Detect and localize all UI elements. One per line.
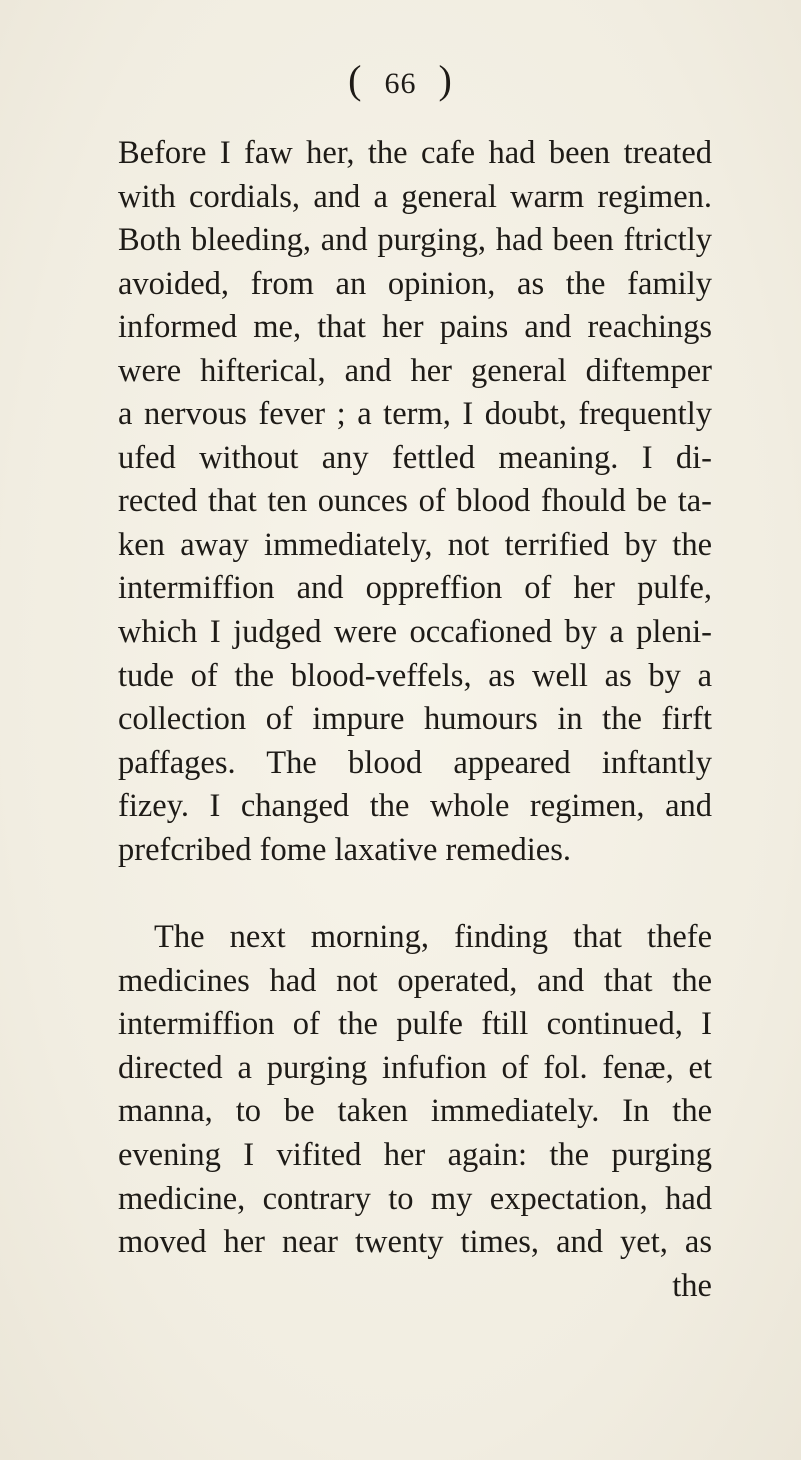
text-line: which I judged were occafioned by a pleni- bbox=[118, 614, 712, 651]
text-line: intermiffion of the pulfe ftill continued, I bbox=[118, 1006, 712, 1043]
body-text bbox=[118, 132, 712, 1308]
text-line: a nervous fever ; a term, I doubt, frequently bbox=[118, 396, 712, 433]
text-line: with cordials, and a general warm regimen. bbox=[118, 178, 712, 215]
page-number-open-paren: ( bbox=[348, 57, 363, 102]
text-line: Both bleeding, and purging, had been ftrictly bbox=[118, 222, 712, 259]
text-line: moved her near twenty times, and yet, as bbox=[118, 1224, 712, 1261]
text-line: medicines had not operated, and that the bbox=[118, 962, 712, 999]
text-line: collection of impure humours in the firft bbox=[118, 701, 712, 738]
text-line: ufed without any fettled meaning. I di- bbox=[118, 439, 712, 476]
text-line: prefcribed fome laxative remedies. bbox=[118, 831, 571, 868]
text-line: medicine, contrary to my expectation, had bbox=[118, 1180, 712, 1217]
text-line: ken away immediately, not terrified by the bbox=[118, 526, 712, 563]
page-number: 66 bbox=[384, 67, 417, 100]
paragraph-2 bbox=[118, 916, 712, 1264]
text-line: fizey. I changed the whole regimen, and bbox=[118, 788, 712, 825]
text-line: rected that ten ounces of blood fhould be ta- bbox=[118, 483, 712, 520]
text-line: evening I vifited her again: the purging bbox=[118, 1137, 712, 1174]
text-line: tude of the blood-veffels, as well as by a bbox=[118, 657, 712, 694]
paragraph-1 bbox=[118, 132, 712, 872]
text-line: manna, to be taken immediately. In the bbox=[118, 1093, 712, 1130]
page-number-header bbox=[0, 56, 801, 103]
page-number-close-paren: ) bbox=[438, 57, 453, 102]
text-line: directed a purging infufion of fol. fenæ, et bbox=[118, 1049, 712, 1086]
text-line: intermiffion and oppreffion of her pulfe, bbox=[118, 570, 712, 607]
catchword: the bbox=[672, 1267, 712, 1304]
text-line: avoided, from an opinion, as the family bbox=[118, 265, 712, 302]
paragraph-gap bbox=[118, 872, 712, 916]
text-line: were hifterical, and her general diftemper bbox=[118, 352, 712, 389]
text-line: The next morning, finding that thefe bbox=[154, 919, 712, 956]
text-line: informed me, that her pains and reachings bbox=[118, 309, 712, 346]
text-line: Before I faw her, the cafe had been treated bbox=[118, 135, 712, 171]
text-line: paffages. The blood appeared inftantly bbox=[118, 744, 712, 781]
